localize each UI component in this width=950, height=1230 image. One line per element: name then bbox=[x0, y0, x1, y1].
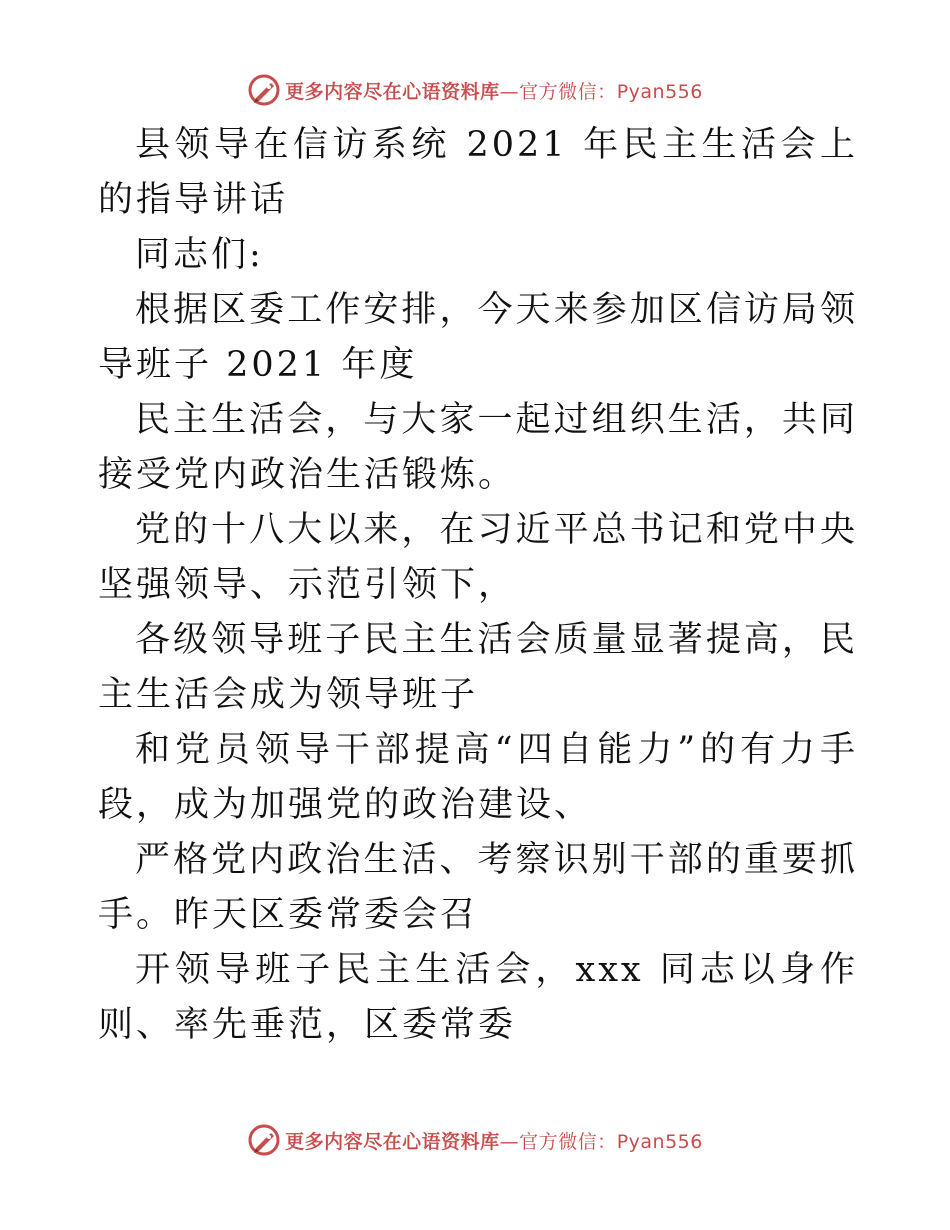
paragraph: 根据区委工作安排，今天来参加区信访局领导班子 2021 年度 bbox=[98, 290, 858, 385]
paragraph: 党的十八大以来，在习近平总书记和党中央坚强领导、示范引领下， bbox=[98, 510, 858, 605]
paragraph: 和党员领导干部提高“四自能力”的有力手段，成为加强党的政治建设、 bbox=[98, 730, 858, 825]
watermark-separator: — bbox=[499, 80, 520, 103]
watermark-label: 官方微信： bbox=[519, 80, 617, 103]
document-body bbox=[98, 118, 858, 1053]
footer-watermark bbox=[0, 1120, 950, 1160]
paragraph: 严格党内政治生活、考察识别干部的重要抓手。昨天区委常委会召 bbox=[98, 840, 858, 935]
paragraph: 各级领导班子民主生活会质量显著提高，民主生活会成为领导班子 bbox=[98, 620, 858, 715]
watermark-text bbox=[285, 1127, 703, 1154]
paragraph: 民主生活会，与大家一起过组织生活，共同接受党内政治生活锻炼。 bbox=[98, 400, 858, 495]
pen-logo-icon bbox=[247, 1123, 281, 1157]
document-title: 县领导在信访系统 2021 年民主生活会上的指导讲话 bbox=[98, 125, 858, 220]
watermark-label: 官方微信： bbox=[519, 1130, 617, 1153]
watermark-wechat-id: Pyan556 bbox=[616, 1130, 703, 1153]
watermark-site-text: 更多内容尽在心语资料库 bbox=[285, 80, 500, 103]
salutation: 同志们: bbox=[135, 235, 264, 275]
paragraph: 开领导班子民主生活会，xxx 同志以身作则、率先垂范，区委常委 bbox=[98, 950, 858, 1045]
watermark-separator: — bbox=[499, 1130, 520, 1153]
watermark-site-text: 更多内容尽在心语资料库 bbox=[285, 1130, 500, 1153]
watermark-text bbox=[285, 77, 703, 104]
pen-logo-icon bbox=[247, 73, 281, 107]
header-watermark bbox=[0, 70, 950, 110]
watermark-wechat-id: Pyan556 bbox=[616, 80, 703, 103]
